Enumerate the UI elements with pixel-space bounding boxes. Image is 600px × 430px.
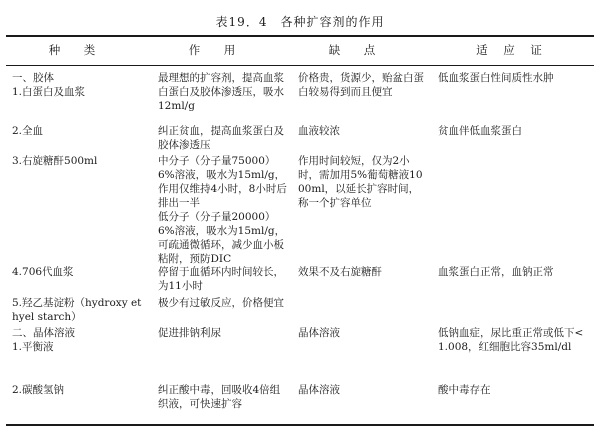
- cell-drawback: 血液较浓: [298, 125, 340, 137]
- cell-kind: 一、胶体 1.白蛋白及血浆: [12, 72, 86, 98]
- cell-effect: 促进排钠利尿: [158, 327, 221, 339]
- header-kind: 种 类: [48, 43, 102, 57]
- cell-effect: 中分子（分子量75000）6%溶液，吸水为15ml/g，作用仅维持4小时，8小时后排出一半: [158, 155, 287, 209]
- cell-indication: 贫血伴低血浆蛋白: [438, 125, 522, 137]
- header-indication: 适 应 证: [476, 43, 548, 57]
- cell-indication: 血浆蛋白正常，血钠正常: [438, 266, 554, 278]
- cell-indication: 低血浆蛋白性间质性水肿: [438, 72, 554, 84]
- cell-indication: 低钠血症，尿比重正常或低下<1.008，红细胞比容35ml/dl: [438, 327, 584, 353]
- cell-kind: 4.706代血浆: [12, 266, 74, 278]
- cell-kind: 2.碳酸氢钠: [12, 384, 65, 396]
- table-title: 表19．4 各种扩容剂的作用: [215, 15, 385, 29]
- table-top-rule: [6, 35, 594, 37]
- cell-kind: 2.全血: [12, 125, 44, 137]
- cell-kind: 5.羟乙基淀粉（hydroxy ethyel starch）: [12, 297, 142, 323]
- cell-drawback: 效果不及右旋糖酐: [298, 266, 382, 278]
- cell-effect: 纠正酸中毒，回吸收4倍组织液，可快速扩容: [158, 384, 281, 410]
- cell-drawback: 晶体溶液: [298, 384, 340, 396]
- cell-effect: 纠正贫血，提高血浆蛋白及胶体渗透压: [158, 125, 284, 151]
- cell-effect: 最理想的扩容剂，提高血浆白蛋白及胶体渗透压，吸水12ml/g: [158, 72, 284, 112]
- cell-effect: 极少有过敏反应，价格便宜: [158, 297, 284, 309]
- header-effect: 作 用: [188, 43, 242, 57]
- cell-effect: 停留于血循环内时间较长，为11小时: [158, 266, 284, 292]
- table-bottom-rule: [6, 424, 594, 426]
- cell-indication: 酸中毒存在: [438, 384, 491, 396]
- header-rule: [6, 65, 594, 66]
- cell-drawback: 晶体溶液: [298, 327, 340, 339]
- cell-drawback: 作用时间较短，仅为2小时，需加用5%葡萄糖液1000ml，以延长扩容时间，称一个扩容单位: [298, 155, 423, 209]
- header-drawback: 缺 点: [328, 43, 382, 57]
- cell-effect: 低分子（分子量20000）6%溶液，吸水为15ml/g，可疏通微循环，减少血小板粘附，预防DIC: [158, 211, 286, 265]
- cell-kind: 3.右旋糖酐500ml: [12, 155, 98, 167]
- cell-drawback: 价格贵，货源少，贻盆白蛋白较易得到而且便宜: [298, 72, 424, 98]
- cell-kind: 二、晶体溶液 1.平衡液: [12, 327, 75, 353]
